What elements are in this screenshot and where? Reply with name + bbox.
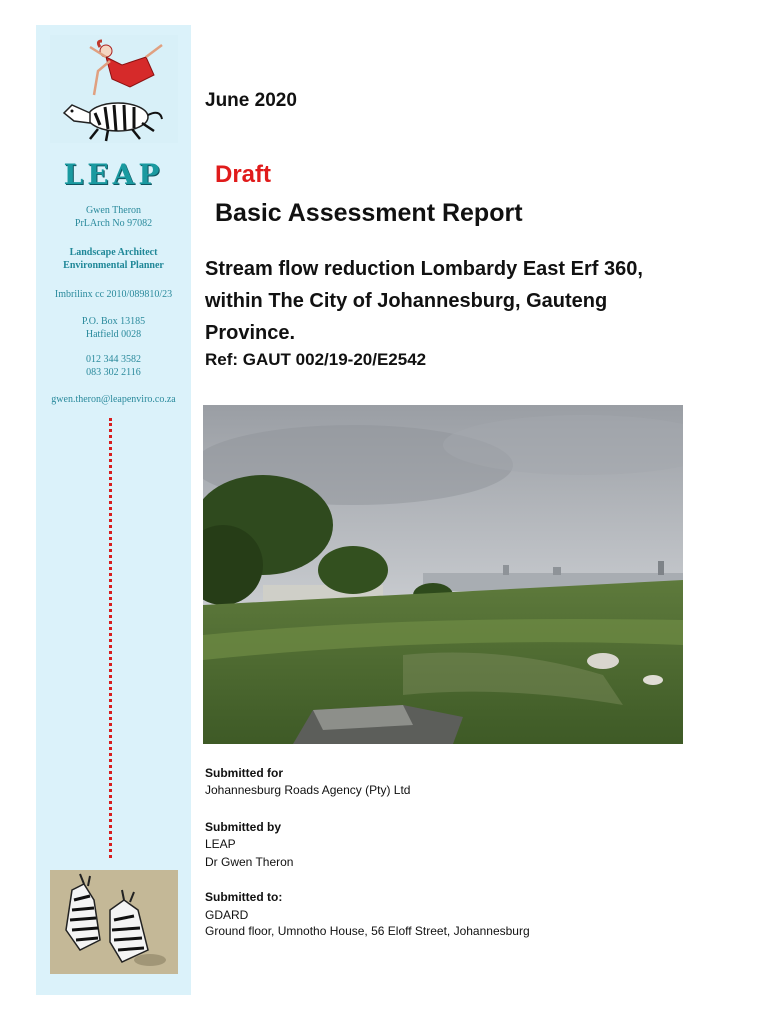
submitted-by-label: Submitted by [205, 820, 282, 834]
submitted-to-address: Ground floor, Umnotho House, 56 Eloff Street, Johannesburg [205, 924, 530, 938]
brand-name: LEAP [63, 158, 164, 191]
contact-name: Gwen Theron [85, 205, 142, 216]
draft-label: Draft [215, 161, 272, 188]
city-postal: Hatfield 0028 [85, 329, 142, 340]
subtitle-line-2: within The City of Johannesburg, Gauteng [205, 290, 608, 312]
role-landscape: Landscape Architect [69, 247, 158, 258]
company-registration: Imbrilinx cc 2010/089810/23 [54, 289, 173, 300]
report-title: Basic Assessment Report [215, 199, 523, 227]
po-box: P.O. Box 13185 [81, 316, 146, 327]
submitted-by-org: LEAP [205, 837, 236, 851]
zebra-illustration [50, 870, 178, 974]
phone-2: 083 302 2116 [86, 367, 141, 378]
submitted-for-value: Johannesburg Roads Agency (Pty) Ltd [205, 783, 411, 797]
subtitle-line-1: Stream flow reduction Lombardy East Erf 360, [205, 258, 643, 280]
submitted-by-person: Dr Gwen Theron [205, 855, 294, 869]
project-subtitle [205, 253, 725, 349]
submitted-to-label: Submitted to: [205, 890, 283, 904]
report-date: June 2020 [205, 90, 297, 111]
site-photo [203, 405, 683, 744]
subtitle-line-3: Province. [205, 322, 296, 344]
reference-number: Ref: GAUT 002/19-20/E2542 [205, 350, 427, 369]
submitted-to-org: GDARD [205, 908, 249, 922]
submitted-for-label: Submitted for [205, 766, 283, 780]
email-link[interactable]: gwen.theron@leapenviro.co.za [51, 394, 176, 405]
phone-1: 012 344 3582 [86, 354, 141, 365]
dotted-divider [109, 418, 112, 858]
leap-logo-illustration [50, 35, 178, 143]
registration-number: PrLArch No 97082 [74, 218, 153, 229]
role-environmental: Environmental Planner [63, 260, 164, 271]
